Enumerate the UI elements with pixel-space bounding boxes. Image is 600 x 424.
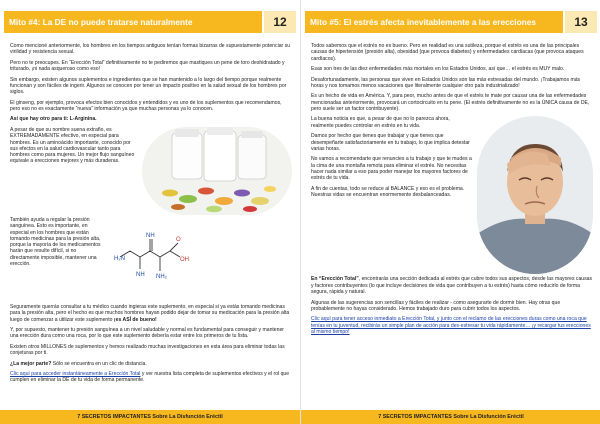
paragraph	[311, 316, 593, 335]
paragraph: Como mencioné anteriormente, los hombres en los tiempos antiguos tenían formas bizarras de supuestamente potenciar su virilidad y resistencia sexual.	[10, 43, 291, 56]
paragraph: Desafortunadamente, las personas que viven en Estados Unidos son las más estresadas del mundo. ¡Trabajamos más horas y nos tomamos menos vacaciones que literalmente cualquier otro país industrializado!	[311, 76, 581, 89]
page-number: 12	[264, 11, 296, 33]
svg-text:NH: NH	[146, 232, 155, 239]
paragraph: Seguramente querrás consultar a tu médico cuando ingieras este suplemento, en especial si ya estás tomando medicinas para la presión alta, pero el hecho es que muchos hombres hayan podido dejar de tomar su medicación para la presión alta luego de comenzar a utilizar este suplemento ¡es ASÍ de bueno!	[10, 303, 290, 323]
arginine-molecule-image	[110, 217, 194, 301]
paragraph: Algunas de las sugerencias son sencillas y fáciles de realizar - como asegurarte de dormir bien. Hay otras que probablemente no hayas considerado. Hemos trabajado duro para cubrir todos los aspectos.	[311, 299, 561, 312]
svg-text:O: O	[176, 236, 181, 243]
page-13	[300, 0, 600, 424]
molecule-row	[10, 217, 292, 301]
paragraph: Sin embargo, existen algunos suplementos e ingredientes que se han mantenido a lo largo del tiempo porque realmente funcionan y son fáciles de ingerir. Algunos se conocen por tener un impacto positivo en la salud sexual de los hombres por siglos.	[10, 76, 287, 96]
paragraph: En “Erección Total”, encontrarás una sección dedicada al estrés que cubre todos sus aspectos, desde las mayores causas y factores contribuyentes (lo que incluye decisiones de vida que contribuyen a tu estrés) hasta cómo reducirlo de forma segura, rápida y natural.	[311, 276, 593, 296]
page-header	[305, 11, 597, 33]
svg-text:NH₂: NH₂	[156, 273, 167, 280]
page-number: 13	[565, 11, 597, 33]
paragraph: Pero no te preocupes. En “Erección Total” definitivamente no te pediremos que mastiques un pene de toro deshidratado y triturado, ¡ni nada asqueroso como eso!	[10, 59, 285, 73]
paragraph: No vamos a recomendarte que renuncies a tu trabajo y que te mudes a la cima de una montaña remota para eliminar el estrés. No necesitas hacer nada similar a eso para poder manejar los mayores factores de estrés de tu vida.	[311, 156, 472, 182]
paragraph: Esas son tres de las diez enfermedades más mortales en los Estados Unidos, así que… el estrés es MUY malo.	[311, 66, 565, 73]
access-link[interactable]: Clic aquí para acceder instantáneamente a Erección Total	[10, 371, 141, 378]
stress-row	[311, 116, 593, 274]
paragraph: Existen otros MILLONES de suplementos y hemos realizado muchas investigaciones en esta área para eliminar todas las conjeturas por ti.	[10, 343, 285, 357]
page-body	[311, 43, 593, 339]
paragraph: A fin de cuentas, todo se reduce al BALANCE y eso es el problema. Nuestras vidas se encuentran enormemente desbalanceadas.	[311, 185, 465, 198]
page-header	[4, 11, 296, 33]
paragraph: Damos por hecho que tienes que trabajar y que tienes que desempeñarte satisfactoriamente en tu trabajo, lo que implica detestar varias horas.	[311, 133, 470, 152]
svg-text:OH: OH	[180, 256, 189, 263]
paragraph: Y, por supuesto, mantener tu presión sanguínea a un nivel saludable y normal es fundamental para conseguir y mantener una erección dura como una roca, por lo que este suplemento debería estar entre los primeros de tu lista.	[10, 326, 285, 340]
paragraph: Es un hecho de vida en América. Y, para peor, mucho antes de que el estrés te mate por causar una de las enfermedades mencionadas anteriormente, provocará un cortocircuito en tu pene. (El estrés definitivamente no es la ÚNICA causa de DE, pero suele ser un factor contribuyente).	[311, 93, 590, 112]
access-link[interactable]: Clic aquí para tener acceso inmediato a Erección Total, y junto con el reclamo de las erecciones duras como una roca que tenías en tu juventud, recibirás un simple plan de acción para des-estresar tu vida rápidamente… ¡y recargar tus erecciones al mismo tiempo!	[311, 316, 591, 335]
paragraph: ¿La mejor parte? Sólo se encuentra en un clic de distancia.	[10, 360, 147, 367]
stressed-man-image	[477, 116, 593, 274]
paragraph: También ayuda a regular la presión sanguínea. Esto es importante, en especial en los hombres que están tomando medicinas para la presión alta, porque la mayoría de los medicamentos harán que resulte difícil, si no directamente imposible, mantener una erección.	[10, 216, 101, 267]
page-title: Mito #5: El estrés afecta inevitablemente a las erecciones	[305, 11, 563, 33]
paragraph: A pesar de que su nombre suena extraño, es EXTREMADAMENTE efectivo, en especial para hombres. Es un aminoácido importante, conocido por sus efectos en la salud cardiovascular tanto para hombres como para mujeres. Un mejor flujo sanguíneo equivale a erecciones mejores y más duraderas.	[10, 126, 135, 165]
paragraph: La buena noticia es que, a pesar de que no lo parezca ahora, realmente puedes controlar en estrés en tu vida.	[311, 116, 450, 129]
pills-row	[10, 127, 292, 215]
svg-text:H₂N: H₂N	[114, 255, 125, 262]
paragraph: El ginseng, por ejemplo, provoca efectos bien conocidos y entendidos y es uno de los suplementos que recomendamos, pero eso no es exactamente “nueva” información ya que muchas personas ya lo conocen.	[10, 99, 282, 112]
section-lead: Así que hay otro para ti: L-Arginina.	[10, 116, 97, 123]
page-title: Mito #4: La DE no puede tratarse naturalmente	[4, 11, 262, 33]
page-body	[10, 43, 292, 388]
supplement-pills-image	[142, 127, 292, 215]
paragraph: Todos sabemos que el estrés no es bueno. Pero en realidad es una sutileza, porque el estrés es una de las principales causas de hipertensión (presión alta), obesidad (que provoca diabetes) y enfermedades cardíacas (que provoca ataques cardíacos).	[311, 43, 584, 62]
svg-text:NH: NH	[136, 271, 145, 278]
page-footer: 7 SECRETOS IMPACTANTES Sobre La Disfunción Eréctil	[301, 410, 600, 424]
page-footer: 7 SECRETOS IMPACTANTES Sobre La Disfunción Eréctil	[0, 410, 300, 424]
paragraph: Clic aquí para acceder instantáneamente a Erección Total y ver nuestra lista completa de suplementos efectivos y el rol que cumplen en eliminar la DE de tu vida de forma permanente.	[10, 371, 290, 384]
emphasis: ¡es ASÍ de bueno!	[113, 316, 157, 323]
